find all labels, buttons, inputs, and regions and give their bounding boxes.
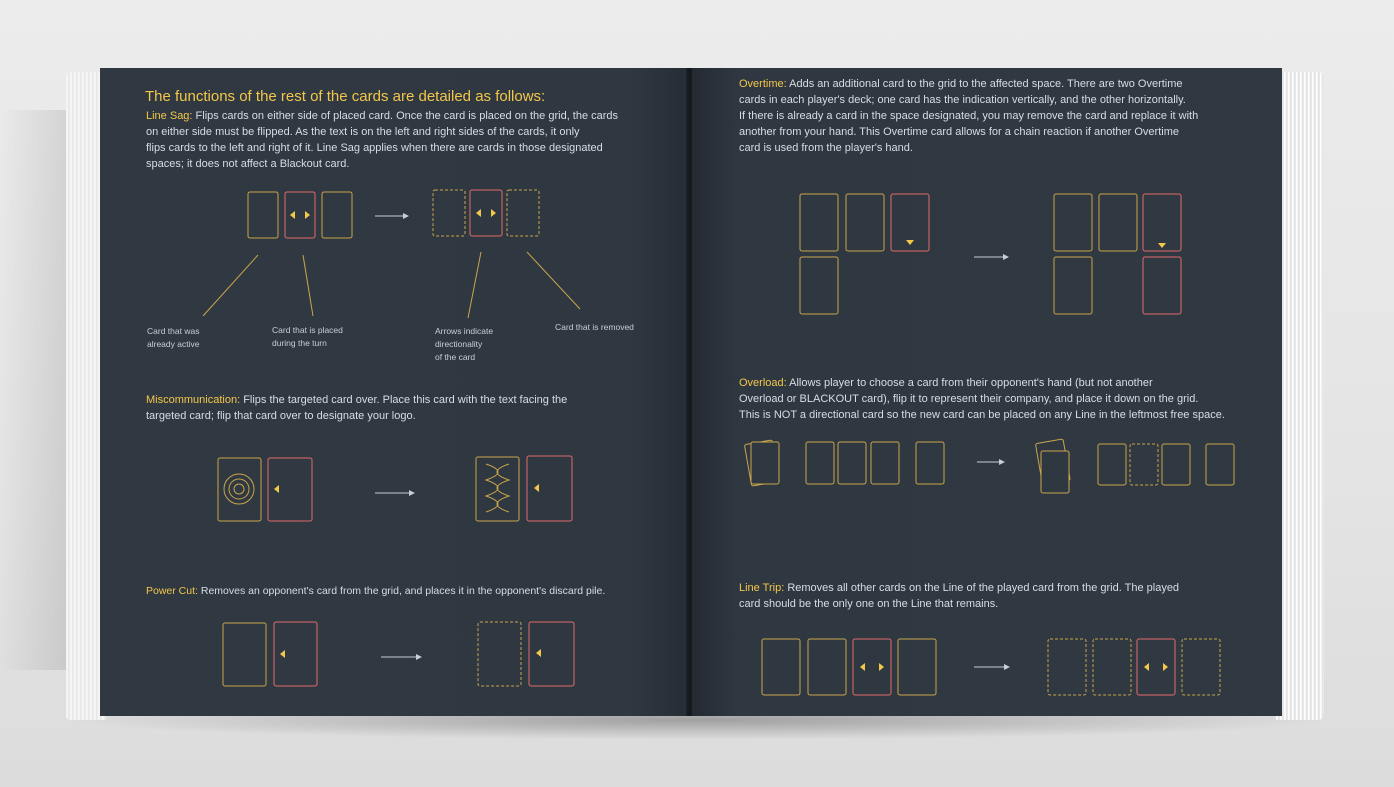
label-line: already active xyxy=(147,339,200,349)
overload-title: Overload: xyxy=(739,377,787,389)
text-line: card should be the only one on the Line that remains. xyxy=(739,598,999,610)
line-trip-title: Line Trip: xyxy=(739,582,785,594)
line-trip-diagram xyxy=(692,68,1282,716)
arrow-head-icon xyxy=(416,654,422,660)
card-placed xyxy=(853,639,891,695)
right-page xyxy=(692,68,1282,716)
page-stack-right xyxy=(1276,72,1324,720)
card-active xyxy=(898,639,936,695)
text-line: targeted card; flip that card over to designate your logo. xyxy=(146,410,416,422)
text-line: Allows player to choose a card from their opponent's hand (but not another xyxy=(789,377,1153,389)
label-line: directionality xyxy=(435,339,483,349)
arrow-right-icon xyxy=(1163,663,1168,671)
text-line: flips cards to the left and right of it. Line Sag applies when there are cards in those designated xyxy=(146,142,603,154)
background-shadow xyxy=(0,110,70,670)
arrow-right-icon xyxy=(879,663,884,671)
text-line: cards in each player's deck; one card has the indication vertically, and the other horizontally. xyxy=(739,94,1186,106)
card-removed xyxy=(1182,639,1220,695)
line-sag-title: Line Sag: xyxy=(146,110,193,122)
card-active xyxy=(762,639,800,695)
power-cut-title: Power Cut: xyxy=(146,585,198,597)
text-line: Removes all other cards on the Line of the played card from the grid. The played xyxy=(787,582,1180,594)
text-line: card is used from the player's hand. xyxy=(739,142,913,154)
text-line: If there is already a card in the space designated, you may remove the card and replace it with xyxy=(739,110,1199,122)
card-active xyxy=(808,639,846,695)
arrow-left-icon xyxy=(280,650,285,658)
text-line: on either side must be flipped. As the text is on the left and right sides of the cards, it only xyxy=(146,126,580,138)
label-line: Card that was xyxy=(147,326,200,336)
text-line: Adds an additional card to the grid to the affected space. There are two Overtime xyxy=(789,78,1183,90)
label-line: during the turn xyxy=(272,338,327,348)
left-page xyxy=(100,68,689,716)
text-line: Flips the targeted card over. Place this card with the text facing the xyxy=(243,394,568,406)
arrow-left-icon xyxy=(536,649,541,657)
text-line: This is NOT a directional card so the new card can be placed on any Line in the leftmost free space. xyxy=(739,409,1225,421)
card-removed xyxy=(1093,639,1131,695)
text-line: Overload or BLACKOUT card), flip it to represent their company, and place it down on the grid. xyxy=(739,393,1199,405)
page-heading: The functions of the rest of the cards are detailed as follows: xyxy=(145,88,546,105)
card-opponent xyxy=(223,623,266,686)
power-cut-diagram xyxy=(100,68,689,716)
arrow-left-icon xyxy=(860,663,865,671)
card-placed xyxy=(1137,639,1175,695)
label-line: of the card xyxy=(435,352,476,362)
text-line: Removes an opponent's card from the grid, and places it in the opponent's discard pile. xyxy=(200,585,606,597)
arrow-left-icon xyxy=(1144,663,1149,671)
label-line: Arrows indicate xyxy=(435,326,494,336)
label-line: Card that is placed xyxy=(272,325,343,335)
miscommunication-title: Miscommunication: xyxy=(146,394,241,406)
overtime-title: Overtime: xyxy=(739,78,787,90)
text-line: Flips cards on either side of placed card. Once the card is placed on the grid, the cards xyxy=(195,110,619,122)
card-removed xyxy=(478,622,521,686)
card-removed xyxy=(1048,639,1086,695)
arrow-head-icon xyxy=(1004,664,1010,670)
text-line: another from your hand. This Overtime card allows for a chain reaction if another Overtime xyxy=(739,126,1179,138)
card-placed xyxy=(529,622,574,686)
text-line: spaces; it does not affect a Blackout card. xyxy=(146,158,350,170)
label-line: Card that is removed xyxy=(555,322,634,332)
